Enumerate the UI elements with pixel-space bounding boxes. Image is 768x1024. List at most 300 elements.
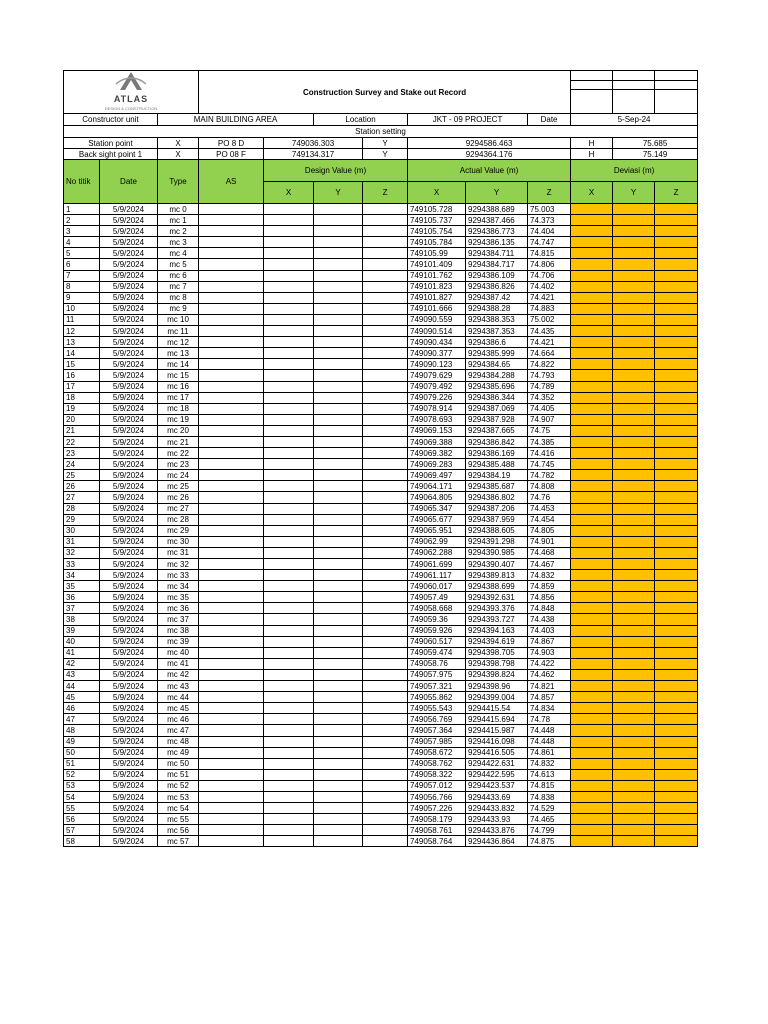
cell-type: mc 1 <box>158 215 199 226</box>
cell-as <box>199 270 264 281</box>
cell-deviasi-z <box>655 703 698 714</box>
cell-deviasi-x <box>571 503 613 514</box>
cell-deviasi-z <box>655 359 698 370</box>
cell-design-z <box>363 481 408 492</box>
cell-deviasi-x <box>571 492 613 503</box>
cell-deviasi-y <box>613 414 655 425</box>
cell-design-y <box>314 692 363 703</box>
cell-actual-y: 9294387.069 <box>466 403 528 414</box>
cell-design-x <box>264 791 314 802</box>
cell-design-z <box>363 658 408 669</box>
cell-actual-z: 74.706 <box>528 270 571 281</box>
cell-no: 42 <box>64 658 100 669</box>
cell-actual-z: 74.808 <box>528 481 571 492</box>
cell-actual-z: 74.468 <box>528 547 571 558</box>
cell-design-y <box>314 836 363 847</box>
cell-actual-x: 749090.514 <box>408 326 466 337</box>
cell-date: 5/9/2024 <box>100 825 158 836</box>
cell-actual-x: 749058.76 <box>408 658 466 669</box>
cell-actual-x: 749058.672 <box>408 747 466 758</box>
cell-as <box>199 825 264 836</box>
cell-type: mc 49 <box>158 747 199 758</box>
cell-date: 5/9/2024 <box>100 337 158 348</box>
cell-deviasi-y <box>613 769 655 780</box>
cell-actual-y: 9294387.42 <box>466 292 528 303</box>
table-row <box>64 825 698 836</box>
cell-design-y <box>314 547 363 558</box>
cell-deviasi-x <box>571 448 613 459</box>
cell-actual-x: 749065.347 <box>408 503 466 514</box>
cell-date: 5/9/2024 <box>100 658 158 669</box>
cell-date: 5/9/2024 <box>100 592 158 603</box>
cell-type: mc 44 <box>158 692 199 703</box>
cell-design-z <box>363 836 408 847</box>
cell-no: 48 <box>64 725 100 736</box>
cell-as <box>199 459 264 470</box>
cell-actual-x: 749057.321 <box>408 681 466 692</box>
cell-deviasi-z <box>655 570 698 581</box>
cell-actual-y: 9294387.665 <box>466 425 528 436</box>
cell-date: 5/9/2024 <box>100 758 158 769</box>
cell-design-x <box>264 237 314 248</box>
header-actual-value: Actual Value (m) <box>408 160 571 182</box>
cell-type: mc 39 <box>158 636 199 647</box>
cell-actual-y: 9294384.65 <box>466 359 528 370</box>
cell-actual-z: 74.857 <box>528 692 571 703</box>
cell-no: 11 <box>64 314 100 325</box>
cell-deviasi-x <box>571 337 613 348</box>
cell-actual-x: 749059.474 <box>408 647 466 658</box>
cell-design-z <box>363 492 408 503</box>
cell-no: 37 <box>64 603 100 614</box>
cell-actual-x: 749105.784 <box>408 237 466 248</box>
table-row <box>64 636 698 647</box>
cell-design-z <box>363 381 408 392</box>
cell-design-z <box>363 791 408 802</box>
backsight-h-label: H <box>571 149 613 160</box>
cell-type: mc 14 <box>158 359 199 370</box>
cell-design-y <box>314 270 363 281</box>
cell-actual-z: 74.421 <box>528 292 571 303</box>
cell-design-x <box>264 481 314 492</box>
cell-deviasi-z <box>655 226 698 237</box>
cell-actual-z: 74.856 <box>528 592 571 603</box>
cell-no: 10 <box>64 303 100 314</box>
cell-actual-z: 74.352 <box>528 392 571 403</box>
cell-type: mc 23 <box>158 459 199 470</box>
cell-date: 5/9/2024 <box>100 348 158 359</box>
cell-deviasi-x <box>571 825 613 836</box>
cell-deviasi-z <box>655 725 698 736</box>
cell-actual-x: 749101.823 <box>408 281 466 292</box>
cell-design-y <box>314 570 363 581</box>
cell-design-x <box>264 825 314 836</box>
cell-type: mc 8 <box>158 292 199 303</box>
cell-date: 5/9/2024 <box>100 769 158 780</box>
location-label: Location <box>314 114 408 126</box>
cell-as <box>199 503 264 514</box>
cell-no: 35 <box>64 581 100 592</box>
cell-deviasi-x <box>571 204 613 215</box>
cell-actual-x: 749055.862 <box>408 692 466 703</box>
table-row <box>64 370 698 381</box>
header-design-x: X <box>264 182 314 204</box>
cell-deviasi-y <box>613 525 655 536</box>
table-row <box>64 303 698 314</box>
cell-no: 13 <box>64 337 100 348</box>
cell-actual-z: 74.848 <box>528 603 571 614</box>
cell-type: mc 42 <box>158 669 199 680</box>
cell-deviasi-y <box>613 736 655 747</box>
cell-design-y <box>314 592 363 603</box>
header-as: AS <box>199 160 264 204</box>
cell-deviasi-x <box>571 836 613 847</box>
table-row <box>64 625 698 636</box>
cell-type: mc 40 <box>158 647 199 658</box>
cell-deviasi-z <box>655 791 698 802</box>
cell-design-x <box>264 226 314 237</box>
table-row <box>64 204 698 215</box>
cell-design-z <box>363 226 408 237</box>
cell-deviasi-z <box>655 581 698 592</box>
cell-design-z <box>363 370 408 381</box>
cell-type: mc 56 <box>158 825 199 836</box>
cell-design-x <box>264 803 314 814</box>
cell-actual-x: 749069.283 <box>408 459 466 470</box>
cell-as <box>199 514 264 525</box>
cell-design-z <box>363 714 408 725</box>
cell-actual-x: 749069.153 <box>408 425 466 436</box>
cell-actual-z: 74.454 <box>528 514 571 525</box>
cell-deviasi-z <box>655 370 698 381</box>
cell-type: mc 35 <box>158 592 199 603</box>
cell-deviasi-x <box>571 681 613 692</box>
cell-deviasi-x <box>571 215 613 226</box>
cell-actual-x: 749056.766 <box>408 791 466 802</box>
cell-deviasi-z <box>655 492 698 503</box>
cell-design-z <box>363 547 408 558</box>
cell-design-z <box>363 281 408 292</box>
cell-date: 5/9/2024 <box>100 603 158 614</box>
cell-no: 7 <box>64 270 100 281</box>
cell-date: 5/9/2024 <box>100 570 158 581</box>
cell-no: 4 <box>64 237 100 248</box>
cell-no: 47 <box>64 714 100 725</box>
cell-design-x <box>264 381 314 392</box>
cell-actual-y: 9294415.54 <box>466 703 528 714</box>
cell-actual-y: 9294423.537 <box>466 780 528 791</box>
cell-actual-y: 9294388.28 <box>466 303 528 314</box>
cell-as <box>199 470 264 481</box>
cell-design-y <box>314 403 363 414</box>
cell-deviasi-z <box>655 603 698 614</box>
cell-deviasi-x <box>571 303 613 314</box>
table-row <box>64 248 698 259</box>
cell-actual-x: 749064.171 <box>408 481 466 492</box>
cell-design-z <box>363 204 408 215</box>
cell-date: 5/9/2024 <box>100 681 158 692</box>
cell-no: 43 <box>64 669 100 680</box>
cell-deviasi-z <box>655 636 698 647</box>
backsight-code: PO 08 F <box>199 149 264 160</box>
cell-date: 5/9/2024 <box>100 581 158 592</box>
cell-design-z <box>363 692 408 703</box>
cell-deviasi-x <box>571 237 613 248</box>
cell-design-z <box>363 825 408 836</box>
cell-design-x <box>264 692 314 703</box>
cell-deviasi-x <box>571 636 613 647</box>
cell-deviasi-z <box>655 747 698 758</box>
cell-as <box>199 836 264 847</box>
cell-date: 5/9/2024 <box>100 780 158 791</box>
cell-deviasi-z <box>655 303 698 314</box>
cell-actual-x: 749058.668 <box>408 603 466 614</box>
cell-deviasi-x <box>571 769 613 780</box>
cell-actual-x: 749069.388 <box>408 436 466 447</box>
cell-deviasi-z <box>655 248 698 259</box>
cell-deviasi-z <box>655 814 698 825</box>
cell-design-x <box>264 248 314 259</box>
cell-deviasi-z <box>655 403 698 414</box>
cell-no: 5 <box>64 248 100 259</box>
cell-actual-y: 9294384.711 <box>466 248 528 259</box>
cell-as <box>199 714 264 725</box>
cell-actual-x: 749101.409 <box>408 259 466 270</box>
cell-actual-z: 74.834 <box>528 703 571 714</box>
cell-type: mc 27 <box>158 503 199 514</box>
cell-actual-z: 74.832 <box>528 758 571 769</box>
cell-deviasi-x <box>571 459 613 470</box>
cell-actual-y: 9294390.407 <box>466 559 528 570</box>
cell-actual-z: 74.373 <box>528 215 571 226</box>
cell-design-y <box>314 359 363 370</box>
cell-deviasi-y <box>613 547 655 558</box>
cell-design-y <box>314 414 363 425</box>
cell-actual-z: 74.435 <box>528 326 571 337</box>
cell-date: 5/9/2024 <box>100 725 158 736</box>
cell-design-x <box>264 559 314 570</box>
cell-actual-x: 749064.805 <box>408 492 466 503</box>
cell-as <box>199 669 264 680</box>
table-row <box>64 570 698 581</box>
table-row <box>64 314 698 325</box>
cell-design-z <box>363 681 408 692</box>
cell-date: 5/9/2024 <box>100 270 158 281</box>
cell-deviasi-z <box>655 625 698 636</box>
cell-no: 8 <box>64 281 100 292</box>
cell-design-x <box>264 647 314 658</box>
cell-date: 5/9/2024 <box>100 204 158 215</box>
cell-actual-y: 9294433.832 <box>466 803 528 814</box>
cell-design-x <box>264 658 314 669</box>
cell-deviasi-y <box>613 758 655 769</box>
cell-design-x <box>264 636 314 647</box>
cell-deviasi-y <box>613 392 655 403</box>
cell-deviasi-z <box>655 237 698 248</box>
station-point-label: Station point <box>64 138 158 149</box>
cell-design-x <box>264 525 314 536</box>
cell-no: 16 <box>64 370 100 381</box>
table-row <box>64 658 698 669</box>
cell-design-y <box>314 614 363 625</box>
cell-actual-y: 9294422.595 <box>466 769 528 780</box>
cell-actual-z: 74.453 <box>528 503 571 514</box>
cell-deviasi-z <box>655 259 698 270</box>
cell-deviasi-z <box>655 436 698 447</box>
cell-actual-y: 9294389.813 <box>466 570 528 581</box>
cell-deviasi-z <box>655 836 698 847</box>
cell-deviasi-x <box>571 514 613 525</box>
cell-deviasi-z <box>655 803 698 814</box>
cell-design-z <box>363 703 408 714</box>
cell-actual-y: 9294388.689 <box>466 204 528 215</box>
cell-actual-z: 74.78 <box>528 714 571 725</box>
cell-design-y <box>314 337 363 348</box>
cell-deviasi-z <box>655 414 698 425</box>
cell-design-x <box>264 348 314 359</box>
cell-actual-y: 9294393.727 <box>466 614 528 625</box>
cell-date: 5/9/2024 <box>100 536 158 547</box>
cell-actual-y: 9294387.928 <box>466 414 528 425</box>
backsight-x-value: 749134.317 <box>264 149 363 160</box>
cell-actual-z: 74.789 <box>528 381 571 392</box>
cell-type: mc 17 <box>158 392 199 403</box>
cell-design-y <box>314 503 363 514</box>
cell-type: mc 0 <box>158 204 199 215</box>
table-row <box>64 237 698 248</box>
cell-design-x <box>264 392 314 403</box>
cell-deviasi-z <box>655 292 698 303</box>
cell-design-z <box>363 514 408 525</box>
cell-no: 28 <box>64 503 100 514</box>
cell-design-y <box>314 514 363 525</box>
cell-date: 5/9/2024 <box>100 226 158 237</box>
cell-actual-y: 9294415.694 <box>466 714 528 725</box>
cell-deviasi-x <box>571 270 613 281</box>
cell-design-y <box>314 237 363 248</box>
location-value: JKT - 09 PROJECT <box>408 114 528 126</box>
cell-deviasi-y <box>613 226 655 237</box>
cell-deviasi-z <box>655 448 698 459</box>
cell-design-z <box>363 747 408 758</box>
cell-as <box>199 237 264 248</box>
cell-actual-y: 9294386.826 <box>466 281 528 292</box>
cell-design-y <box>314 714 363 725</box>
cell-as <box>199 314 264 325</box>
cell-actual-y: 9294398.96 <box>466 681 528 692</box>
cell-type: mc 47 <box>158 725 199 736</box>
cell-type: mc 2 <box>158 226 199 237</box>
cell-no: 30 <box>64 525 100 536</box>
cell-deviasi-z <box>655 281 698 292</box>
cell-design-x <box>264 747 314 758</box>
cell-date: 5/9/2024 <box>100 747 158 758</box>
cell-date: 5/9/2024 <box>100 614 158 625</box>
table-row <box>64 414 698 425</box>
cell-deviasi-z <box>655 326 698 337</box>
cell-design-x <box>264 725 314 736</box>
cell-design-y <box>314 559 363 570</box>
cell-design-y <box>314 470 363 481</box>
cell-actual-y: 9294399.004 <box>466 692 528 703</box>
cell-no: 14 <box>64 348 100 359</box>
cell-deviasi-y <box>613 370 655 381</box>
cell-design-x <box>264 503 314 514</box>
cell-deviasi-x <box>571 570 613 581</box>
cell-as <box>199 370 264 381</box>
header-deviasi-x: X <box>571 182 613 204</box>
table-row <box>64 758 698 769</box>
cell-design-z <box>363 570 408 581</box>
table-row <box>64 692 698 703</box>
table-row <box>64 326 698 337</box>
table-row <box>64 470 698 481</box>
cell-as <box>199 658 264 669</box>
cell-design-x <box>264 625 314 636</box>
cell-deviasi-x <box>571 780 613 791</box>
cell-no: 17 <box>64 381 100 392</box>
cell-type: mc 55 <box>158 814 199 825</box>
cell-no: 36 <box>64 592 100 603</box>
cell-no: 56 <box>64 814 100 825</box>
cell-actual-z: 74.416 <box>528 448 571 459</box>
header-actual-x: X <box>408 182 466 204</box>
cell-deviasi-y <box>613 270 655 281</box>
cell-no: 22 <box>64 436 100 447</box>
cell-deviasi-x <box>571 403 613 414</box>
cell-actual-z: 74.465 <box>528 814 571 825</box>
cell-date: 5/9/2024 <box>100 459 158 470</box>
cell-type: mc 33 <box>158 570 199 581</box>
cell-no: 46 <box>64 703 100 714</box>
cell-as <box>199 747 264 758</box>
cell-actual-x: 749090.434 <box>408 337 466 348</box>
cell-as <box>199 736 264 747</box>
cell-design-x <box>264 215 314 226</box>
cell-actual-x: 749078.914 <box>408 403 466 414</box>
cell-type: mc 51 <box>158 769 199 780</box>
cell-deviasi-x <box>571 692 613 703</box>
cell-design-z <box>363 625 408 636</box>
cell-design-x <box>264 536 314 547</box>
cell-no: 53 <box>64 780 100 791</box>
cell-design-y <box>314 536 363 547</box>
cell-actual-x: 749101.827 <box>408 292 466 303</box>
cell-design-z <box>363 359 408 370</box>
cell-design-y <box>314 392 363 403</box>
cell-deviasi-z <box>655 547 698 558</box>
cell-actual-x: 749101.762 <box>408 270 466 281</box>
cell-deviasi-x <box>571 814 613 825</box>
cell-actual-y: 9294433.876 <box>466 825 528 836</box>
cell-date: 5/9/2024 <box>100 237 158 248</box>
cell-as <box>199 780 264 791</box>
cell-actual-z: 74.404 <box>528 226 571 237</box>
cell-design-x <box>264 547 314 558</box>
cell-design-z <box>363 769 408 780</box>
cell-type: mc 26 <box>158 492 199 503</box>
cell-as <box>199 559 264 570</box>
cell-deviasi-x <box>571 425 613 436</box>
cell-design-z <box>363 314 408 325</box>
cell-deviasi-y <box>613 803 655 814</box>
cell-date: 5/9/2024 <box>100 392 158 403</box>
cell-actual-x: 749101.666 <box>408 303 466 314</box>
cell-actual-x: 749090.377 <box>408 348 466 359</box>
cell-deviasi-y <box>613 836 655 847</box>
table-row <box>64 270 698 281</box>
backsight-y-value: 9294364.176 <box>408 149 571 160</box>
